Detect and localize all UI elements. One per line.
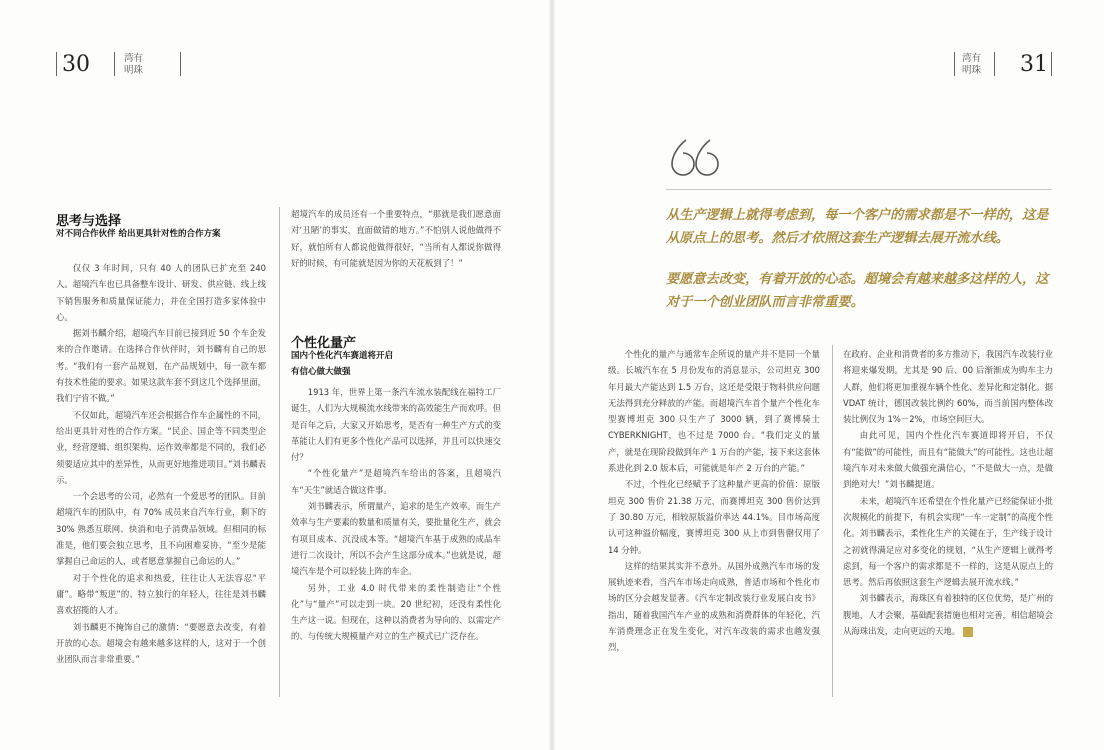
text-column-3 <box>608 346 820 656</box>
page-number-left: 30 <box>62 52 90 77</box>
brand-mark-left <box>124 53 143 77</box>
section-title: 个性化量产 <box>291 336 357 351</box>
paragraph: 个性化的量产与通常车企所说的量产并不是同一个量级。长城汽车在 5 月份发布的消息显示，公司坦克 300 年月最大产能达到 1.5 万台，这还是受限于物料供应问题无法得到充分释放的产能。而超境汽车首个量产个性化车型赛博坦克 300 只生产了 3000 辆，到了赛博骑士 CYBERKNIGHT，也不过是 7000 台。“我们定义的量产，就是在现阶段做到年产 1 万台的产能，接下来这套体系进化到 2.0 版本后，可能就是年产 2 万台的产能。” <box>608 349 820 474</box>
header-rule <box>994 52 995 76</box>
header-rule <box>954 52 955 76</box>
paragraph: 未来，超境汽车还希望在个性化量产已经能保证小批次规模化的前提下，有机会实现“一车一定制”的高度个性化。刘书麟表示，柔性化生产的关键在于，生产线于设计之初就得满足应对多变化的规划，“从生产逻辑上就得考虑到，每一个客户的需求都是不一样的，这是从原点上的思考。然后再依照这套生产逻辑去展开流水线。” <box>843 495 1053 588</box>
column-divider <box>832 345 833 697</box>
paragraph: 据刘书麟介绍，超境汽车目前已接到近 50 个车企发来的合作邀请。在选择合作伙伴时，刘书麟有自己的思考。“我们有一套产品规划，在产品规划中，每一款车都有技术性能的要求。如果这款车套不到这几个选择里面，我们宁肯不做。” <box>56 328 266 404</box>
section-subtitle: 国内个性化汽车赛道将开启 <box>291 351 394 361</box>
paragraph: 另外，工业 4.0 时代带来的柔性制造让“个性化”与“量产”可以走到一块。20 世纪初，还没有柔性化生产这一说。但现在，这种以消费者为导向的、以需定产的、与传统大规模量产对立的生产模式已广泛存在。 <box>291 582 501 642</box>
text-column-2 <box>291 206 501 271</box>
pull-quote-1: 从生产逻辑上就得考虑到，每一个客户的需求都是不一样的，这是从原点上的思考。然后才依照这套生产逻辑去展开流水线。 <box>666 208 1049 246</box>
paragraph: 不过，个性化已经赋予了这种量产更高的价值：原版坦克 300 售价 21.38 万元，而赛博坦克 300 售价达到了 30.80 万元，相较原版溢价率达 44.1%。目市场高度认可这种溢价幅度，赛博坦克 300 从上市到售罄仅用了 14 分钟。 <box>608 479 820 555</box>
brand-line: 明珠 <box>962 65 982 76</box>
brand-line: 湾有 <box>124 53 144 64</box>
end-mark-icon: 行 <box>963 627 973 637</box>
section-title: 思考与选择 <box>56 214 122 229</box>
header-rule <box>114 52 115 76</box>
text-column-1 <box>56 260 266 667</box>
paragraph: 这样的结果其实并不意外。从国外成熟汽车市场的发展轨迹来看，当汽车市场走向成熟，普适市场和个性化市场的区分会越发显著。《汽车定制改装行业发展白皮书》指出，随着我国汽车产业的成熟和消费群体的年轻化，汽车消费理念正在发生变化，对汽车改装的需求也越发强烈， <box>608 560 820 653</box>
header-rule <box>56 52 57 76</box>
brand-line: 湾有 <box>962 53 982 64</box>
double-quote-icon <box>666 136 724 184</box>
paragraph: 刘书麟表示，所谓量产，追求的是生产效率。而生产效率与生产要素的数量和质量有关，要批量化生产，就会有项目成本、沉没成本等。“超境汽车基于成熟的成品车进行二次设计，所以不会产生这部分成本。”也就是说，超境汽车是个可以轻装上阵的车企。 <box>291 501 501 577</box>
header-rule <box>180 52 181 76</box>
text-column-2b <box>291 384 501 645</box>
paragraph: 1913 年，世界上第一条汽车流水装配线在福特工厂诞生，人们为大规模流水线带来的高效能生产而欢呼。但是百年之后，大家又开始思考，是否有一种生产方式的变革能让人们有更多个性化产品可以选择，并且可以快速交付？ <box>291 387 501 463</box>
paragraph: 不仅如此，超境汽车还会根据合作车企属性的不同，给出更具针对性的合作方案。“民企、国企等不同类型企业，经营逻辑、组织架构、运作效率都是不同的，我们必须要适应其中的差异性，从而更好地推进项目。”刘书麟表示。 <box>56 409 266 485</box>
text-column-4 <box>843 346 1053 639</box>
paragraph: 刘书麟更不掩饰自己的激情：“要愿意去改变，有着开放的心态。超境会有越来越多这样的人，这对于一个创业团队而言非常重要。” <box>56 621 266 665</box>
header-rule <box>1051 52 1052 76</box>
section-subtitle: 对不同合作伙伴 给出更具针对性的合作方案 <box>56 229 221 239</box>
brand-line: 明珠 <box>124 65 144 76</box>
paragraph: 超境汽车的成员还有一个重要特点，“那就是我们愿意面对‘丑陋’的事实，直面做错的地方。”不怕别人说他做得不好，就怕所有人都说他做得很好，“当所有人都说你做得好的时候，有可能就是因为你的天花板到了！” <box>291 209 501 268</box>
paragraph: 在政府、企业和消费者的多方推动下，我国汽车改装行业将迎来爆发期。尤其是 90 后、00 后渐渐成为购车主力人群，他们将更加重视车辆个性化、差异化和定制化。据 VDAT 统计，德国改装比例约 60%，而当前国内整体改装比例仅为 1%－2%，市场空间巨大。 <box>843 349 1053 425</box>
book-gutter <box>548 0 556 750</box>
paragraph: 一个会思考的公司，必然有一个爱思考的团队。目前超境汽车的团队中，有 70% 成员来自汽车行业，剩下的 30% 熟悉互联网、快消和电子消费品领域。但相同的标准是，他们要会独立思考，且不向困难妥协，“至少是能掌握自己命运的人，或者愿意掌握自己命运的人。” <box>56 491 266 567</box>
quote-rule <box>666 189 1052 190</box>
paragraph: 仅仅 3 年时间，只有 40 人的团队已扩充至 240 人。超境汽车也已具备整车设计、研发、供应链、线上线下销售服务和质量保证能力，并在全国打造多家体验中心。 <box>56 263 266 322</box>
paragraph: 由此可见，国内个性化汽车赛道即将开启，不仅有“能做”的可能性，而且有“能做大”的可能性。这也让超境汽车对未来做大做强充满信心，“不是做大一点，是做到绝对大！”刘书麟提道。 <box>843 430 1053 490</box>
column-divider <box>279 207 280 697</box>
pull-quote-2: 要愿意去改变，有着开放的心态。超境会有越来越多这样的人，这对于一个创业团队而言非常重要。 <box>666 272 1049 310</box>
brand-mark-right <box>962 53 981 77</box>
paragraph: 对于个性化的追求和热爱，往往让人无法容忍“平庸”。略带“叛逆”的、特立独行的年轻人，往往是刘书麟喜欢招揽的人才。 <box>56 572 266 616</box>
paragraph: “个性化量产”是超境汽车给出的答案，且超境汽车“天生”就适合做这件事。 <box>291 468 501 495</box>
section-subtitle: 有信心做大做强 <box>291 367 351 377</box>
page-number-right: 31 <box>1020 52 1048 77</box>
paragraph: 刘书麟表示，海珠区有着独特的区位优势，是广州的腹地，人才会聚，基础配套措施也相对完善，相信超境会从海珠出发，走向更远的天地。 行 <box>843 593 1053 637</box>
